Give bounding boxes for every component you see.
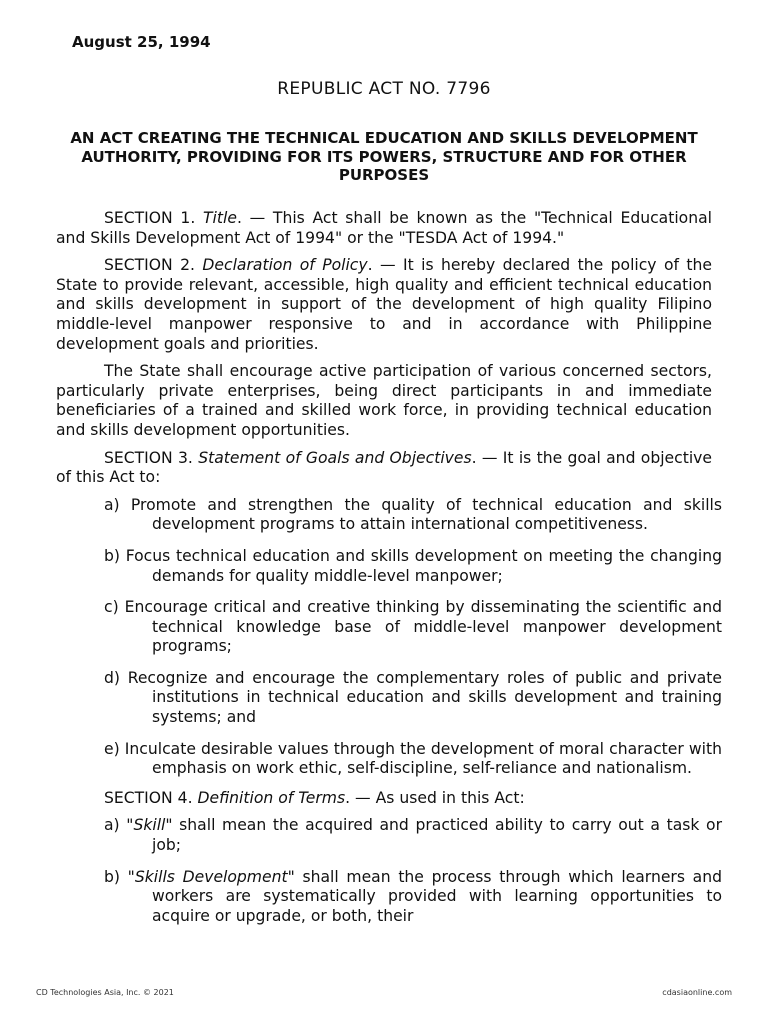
section-2-text: . — It is hereby declared the policy of the State to provide relevant, accessible, high quality and efficient technical education and skills development in support of the development of high quality Filipino middle-level manpower responsive to and in accordance with Philippine development goals and priorities. bbox=[56, 256, 712, 353]
section-4 bbox=[56, 789, 712, 809]
goal-item-a: a) Promote and strengthen the quality of technical education and skills development programs to attain international competitiveness. bbox=[104, 495, 722, 534]
section-3-text: . — It is the goal and objective of this Act to: bbox=[56, 448, 712, 487]
section-1-heading: Title bbox=[203, 209, 237, 227]
definition-b-text: " shall mean the process through which learners and workers are systematically provided with learning opportunities to acquire or upgrade, or both, their bbox=[152, 867, 722, 925]
definitions-list bbox=[56, 816, 722, 926]
definition-b-term: Skills Development bbox=[134, 867, 288, 886]
section-4-text: . — As used in this Act: bbox=[345, 788, 525, 807]
section-1-text: . — This Act shall be known as the "Technical Educational and Skills Development Act of 1994" or the "TESDA Act of 1994." bbox=[56, 209, 712, 247]
section-3-heading: Statement of Goals and Objectives bbox=[198, 448, 472, 467]
definition-item-b bbox=[104, 868, 722, 927]
act-number: REPUBLIC ACT NO. 7796 bbox=[277, 79, 491, 99]
definition-a-term: Skill bbox=[133, 816, 166, 835]
section-2-prefix: SECTION 2. bbox=[104, 256, 203, 275]
section-3-prefix: SECTION 3. bbox=[104, 448, 199, 467]
footer-website: cdasiaonline.com bbox=[662, 988, 732, 997]
section-2 bbox=[56, 256, 712, 354]
section-2-paragraph-2: The State shall encourage active participation of various concerned sectors, particularly private enterprises, being direct participants in and immediate beneficiaries of a trained and skilled work force, in providing technical education and skills development opportunities. bbox=[56, 362, 712, 439]
section-3 bbox=[56, 449, 712, 488]
document-body bbox=[56, 209, 722, 938]
footer-copyright: CD Technologies Asia, Inc. © 2021 bbox=[36, 988, 174, 997]
goal-item-b: b) Focus technical education and skills development on meeting the changing demands for quality middle-level manpower; bbox=[104, 546, 722, 585]
section-1 bbox=[56, 209, 712, 248]
section-4-heading: Definition of Terms bbox=[197, 788, 346, 807]
document-date: August 25, 1994 bbox=[72, 33, 211, 51]
goals-list bbox=[56, 495, 722, 779]
goal-item-d: d) Recognize and encourage the complementary roles of public and private institutions in technical education and skills development and training systems; and bbox=[104, 668, 722, 727]
section-1-prefix: SECTION 1. bbox=[104, 209, 204, 227]
definition-a-text: " shall mean the acquired and practiced ability to carry out a task or job; bbox=[152, 816, 722, 855]
section-2-heading: Declaration of Policy bbox=[202, 256, 368, 275]
goal-item-c: c) Encourage critical and creative thinking by disseminating the scientific and technical knowledge base of middle-level manpower development programs; bbox=[104, 598, 722, 656]
goal-item-e: e) Inculcate desirable values through the development of moral character with emphasis on work ethic, self-discipline, self-reliance and nationalism. bbox=[104, 739, 722, 778]
act-title: AN ACT CREATING THE TECHNICAL EDUCATION AND SKILLS DEVELOPMENT AUTHORITY, PROVIDING FOR ITS POWERS, STRUCTURE AND FOR OTHER PURPOSES bbox=[70, 129, 698, 184]
definition-item-a bbox=[104, 816, 722, 855]
definition-a-label: a) " bbox=[104, 816, 134, 835]
section-4-prefix: SECTION 4. bbox=[104, 788, 198, 807]
definition-b-label: b) " bbox=[104, 867, 135, 886]
